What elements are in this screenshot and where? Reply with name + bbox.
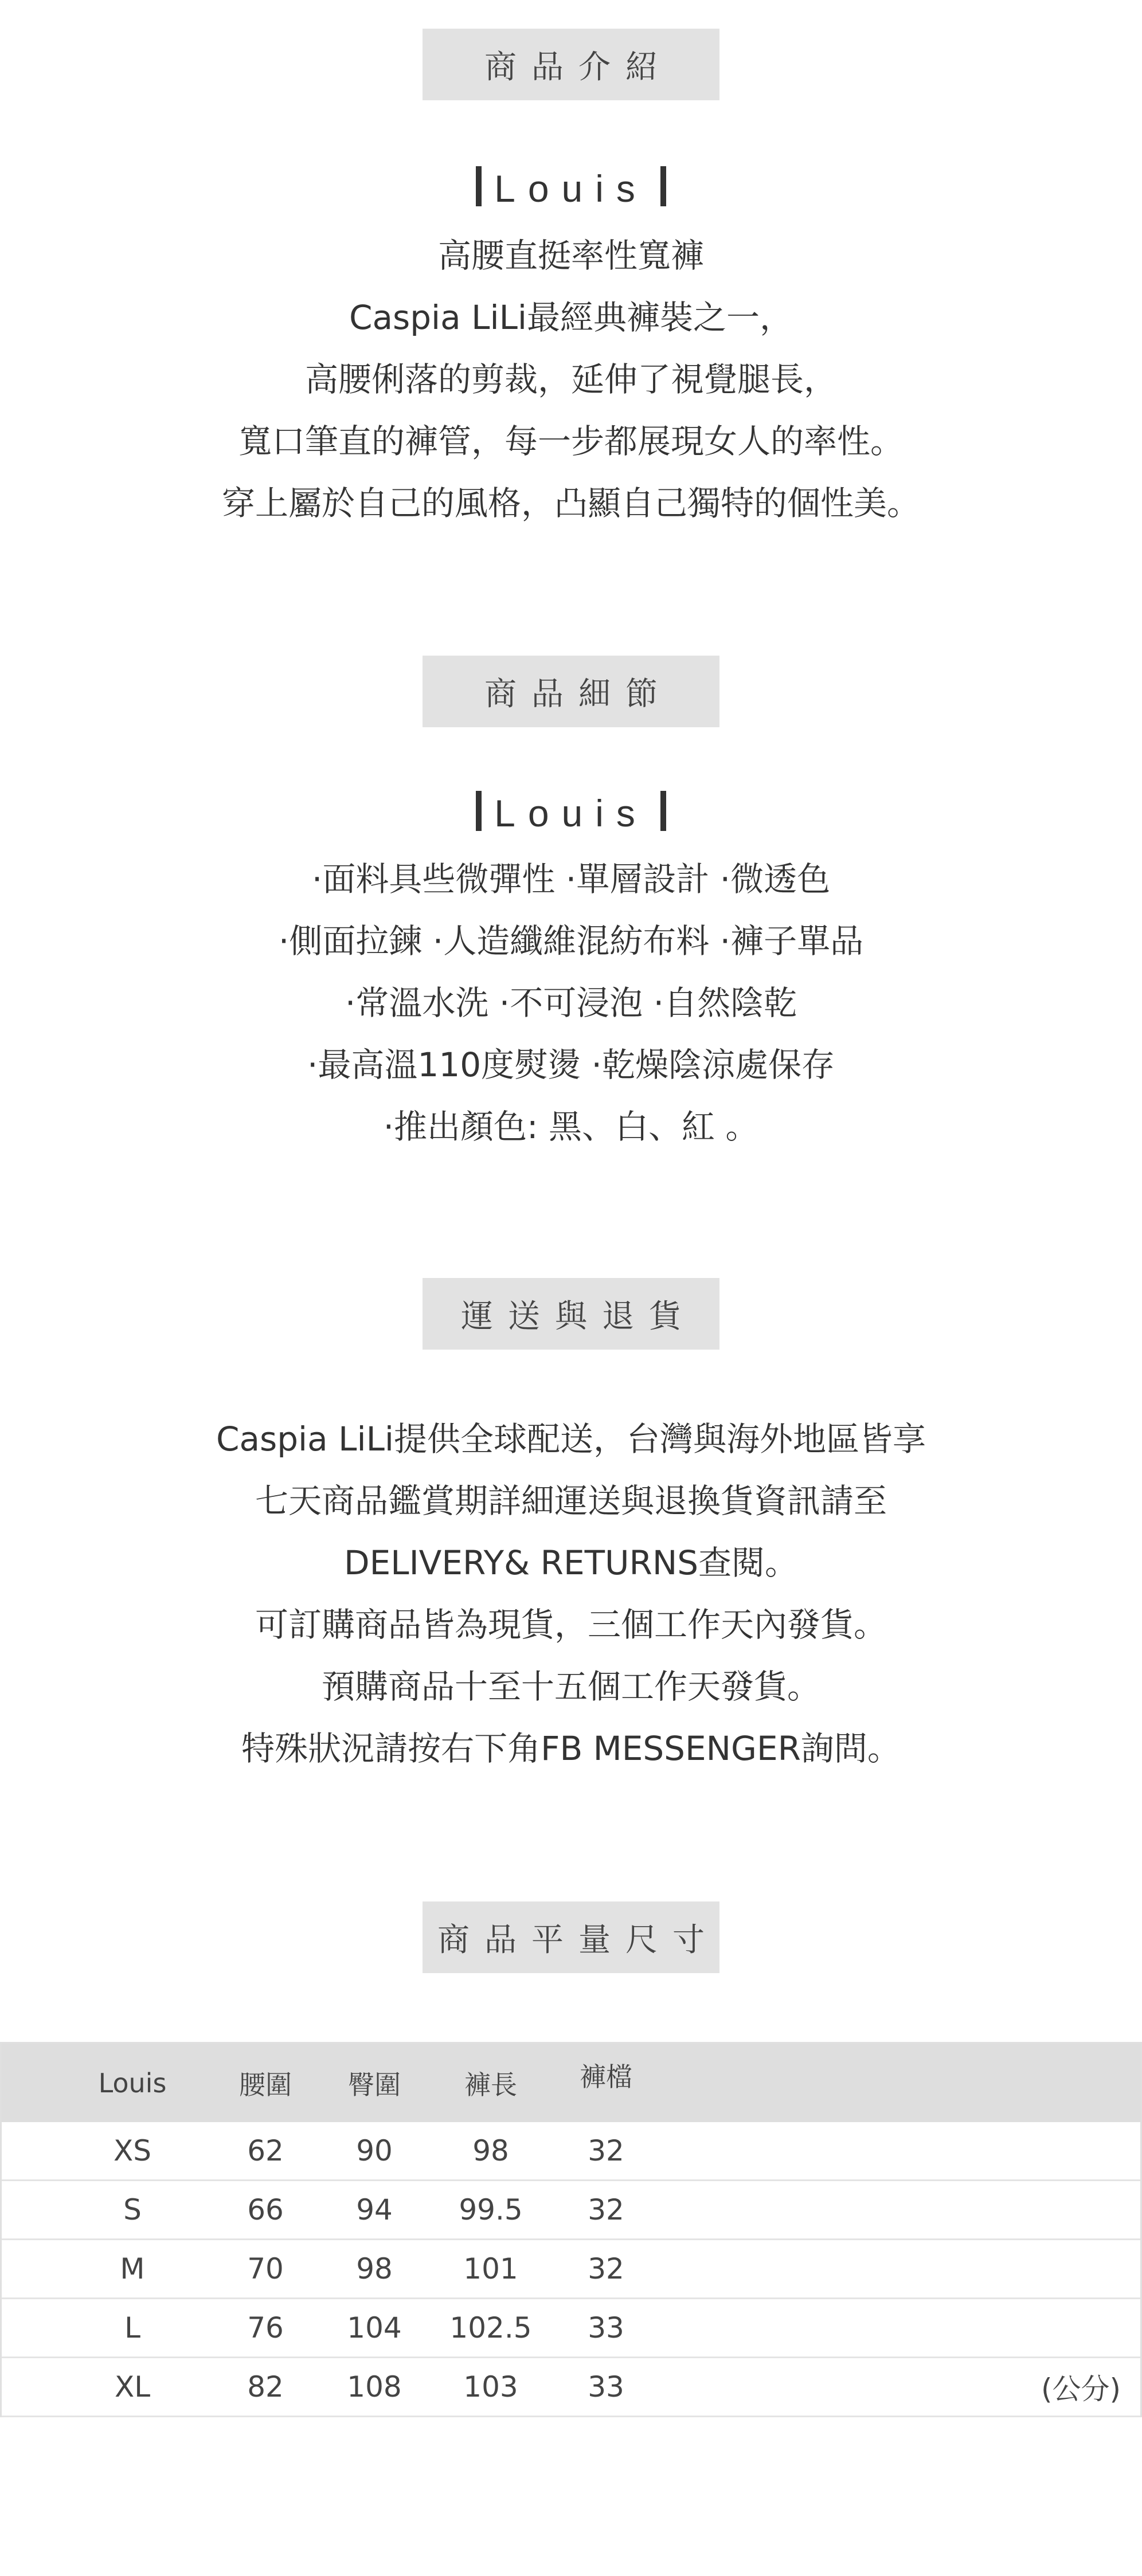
header-cell: 腰圍	[239, 2069, 292, 2100]
header-cell: 褲長	[464, 2069, 517, 2100]
size-cell: S	[123, 2193, 142, 2226]
shipping-info	[0, 1408, 1142, 1779]
rise-cell: 32	[588, 2193, 624, 2226]
waist-cell: 66	[247, 2193, 284, 2226]
rise-cell: 32	[588, 2252, 624, 2285]
brand-bar-right	[660, 166, 666, 206]
brand-name-details	[0, 791, 1142, 835]
intro-line: Caspia LiLi最經典褲裝之一，	[349, 298, 793, 337]
size-cell: XL	[114, 2370, 151, 2404]
intro-line: 高腰直挺率性寬褲	[437, 236, 704, 275]
header-cell: 臀圍	[348, 2069, 401, 2100]
brand-bar-left	[476, 791, 482, 831]
header-cell: Louis	[98, 2067, 167, 2099]
length-cell: 98	[472, 2134, 509, 2167]
details-line: ·面料具些微彈性 ·單層設計 ·微透色	[311, 860, 831, 899]
length-cell: 101	[463, 2252, 518, 2285]
intro-line: 寬口筆直的褲管，每一步都展現女人的率性。	[238, 422, 904, 461]
shipping-line: 七天商品鑑賞期詳細運送與退換貨資訊請至	[255, 1481, 887, 1520]
details-line: ·推出顏色: 黑、白、紅 。	[383, 1107, 759, 1146]
brand-bar-right	[660, 791, 666, 831]
section-title-intro: 商品介紹	[423, 29, 719, 100]
shipping-line: 預購商品十至十五個工作天發貨。	[321, 1667, 820, 1706]
brand-bar-left	[476, 166, 482, 206]
hip-cell: 94	[356, 2193, 393, 2226]
length-cell: 103	[463, 2370, 518, 2404]
details-line: ·最高溫110度熨燙 ·乾燥陰涼處保存	[307, 1045, 835, 1084]
section-title-shipping: 運送與退貨	[423, 1278, 719, 1350]
intro-description	[0, 225, 1142, 534]
shipping-line: Caspia LiLi提供全球配送，台灣與海外地區皆享	[216, 1420, 926, 1458]
waist-cell: 76	[247, 2311, 284, 2344]
table-row	[2, 2240, 1140, 2299]
details-line: ·側面拉鍊 ·人造纖維混紡布料 ·褲子單品	[278, 922, 864, 960]
table-row	[2, 2122, 1140, 2181]
table-row	[2, 2299, 1140, 2358]
size-cell: XS	[114, 2134, 151, 2167]
hip-cell: 90	[356, 2134, 393, 2167]
hip-cell: 104	[347, 2311, 402, 2344]
hip-cell: 108	[347, 2370, 402, 2404]
section-title-size: 商品平量尺寸	[423, 1901, 719, 1973]
length-cell: 99.5	[459, 2193, 523, 2226]
shipping-line: 特殊狀況請按右下角FB MESSENGER詢問。	[241, 1729, 901, 1768]
size-table-header	[2, 2044, 1140, 2122]
section-title-details: 商品細節	[423, 656, 719, 727]
brand-text: Louis	[494, 167, 648, 210]
size-cell: L	[124, 2311, 140, 2344]
details-line: ·常溫水洗 ·不可浸泡 ·自然陰乾	[345, 983, 797, 1022]
waist-cell: 62	[247, 2134, 284, 2167]
hip-cell: 98	[356, 2252, 393, 2285]
brand-name-intro	[0, 166, 1142, 210]
size-cell: M	[120, 2252, 145, 2285]
shipping-line: DELIVERY& RETURNS查閱。	[343, 1543, 799, 1582]
waist-cell: 82	[247, 2370, 284, 2404]
waist-cell: 70	[247, 2252, 284, 2285]
rise-cell: 33	[588, 2370, 624, 2404]
unit-label: (公分)	[1041, 2373, 1121, 2406]
details-list	[0, 848, 1142, 1158]
brand-text: Louis	[494, 792, 648, 834]
rise-cell: 32	[588, 2134, 624, 2167]
intro-line: 穿上屬於自己的風格，凸顯自己獨特的個性美。	[221, 484, 920, 523]
shipping-line: 可訂購商品皆為現貨，三個工作天內發貨。	[255, 1605, 887, 1644]
rise-cell: 33	[588, 2311, 624, 2344]
table-row	[2, 2358, 1140, 2417]
length-cell: 102.5	[449, 2311, 532, 2344]
intro-line: 高腰俐落的剪裁，延伸了視覺腿長，	[304, 360, 837, 399]
size-table	[0, 2042, 1142, 2417]
table-row	[2, 2181, 1140, 2240]
header-cell: 褲檔	[580, 2061, 632, 2092]
